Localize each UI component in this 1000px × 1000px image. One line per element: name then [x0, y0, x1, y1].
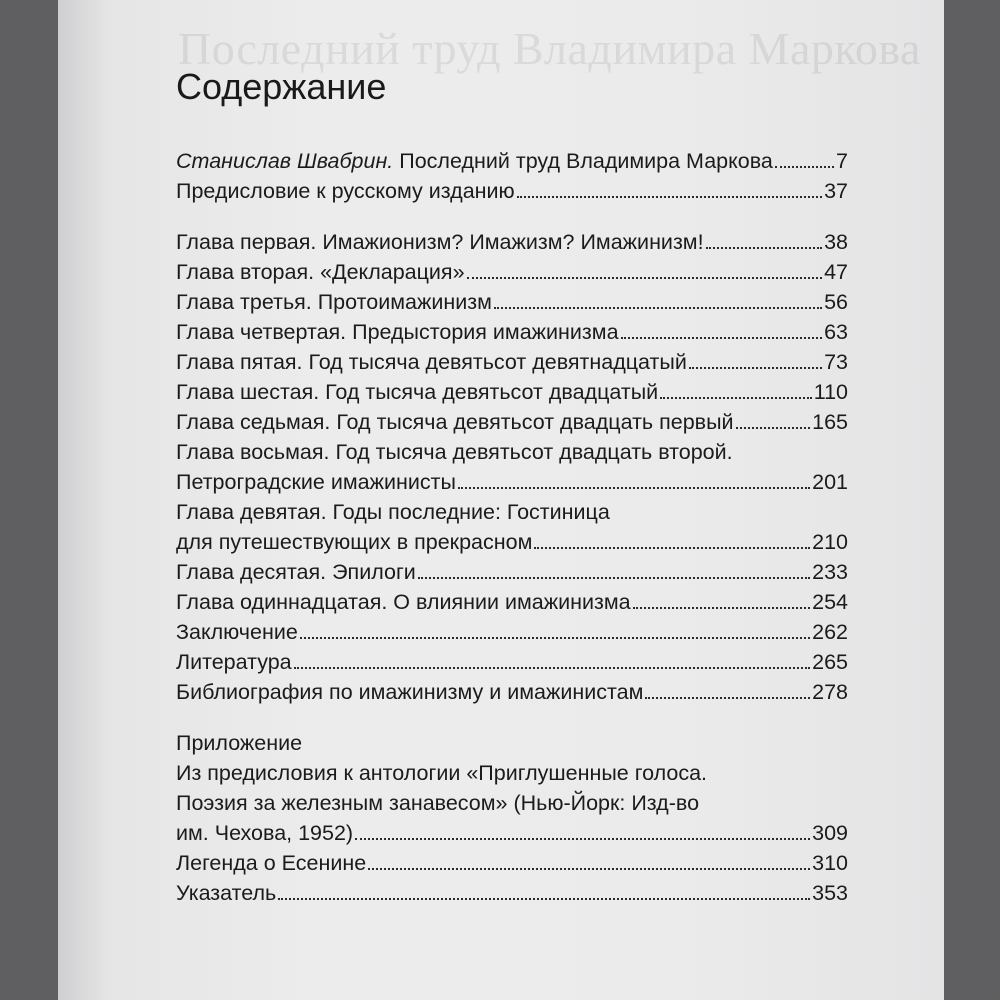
toc-entry-title: Петроградские имажинисты — [176, 470, 456, 494]
toc-entry-page: 278 — [812, 680, 848, 704]
toc-entry-title: Станислав Швабрин. Последний труд Владимира Маркова — [176, 149, 773, 173]
toc-leader-dots — [467, 277, 823, 279]
toc-entry-title: Предисловие к русскому изданию — [176, 179, 515, 203]
toc-entry-title: Глава первая. Имажионизм? Имажизм? Имажинизм! — [176, 230, 704, 254]
toc-entry-title: Глава одиннадцатая. О влиянии имажинизма — [176, 590, 631, 614]
toc-entry — [176, 758, 848, 788]
toc-leader-dots — [294, 667, 810, 669]
bleed-through-header: Последний труд Владимира Маркова — [178, 23, 921, 74]
toc-entry-title: для путешествующих в прекрасном — [176, 530, 533, 554]
toc-entry-title: Поэзия за железным занавесом» (Нью-Йорк: Изд-во — [176, 791, 700, 815]
toc-entry — [176, 146, 848, 176]
toc-entry-title: Глава четвертая. Предыстория имажинизма — [176, 320, 619, 344]
toc-leader-dots — [418, 577, 810, 579]
toc-entry-title: Указатель — [176, 881, 277, 905]
toc-entry-page: 37 — [824, 179, 848, 203]
toc-entry — [176, 407, 848, 437]
toc-entry — [176, 437, 848, 467]
toc-leader-dots — [534, 547, 810, 549]
toc-leader-dots — [660, 397, 812, 399]
toc-entry-page: 254 — [812, 590, 848, 614]
toc-entry-page: 353 — [812, 881, 848, 905]
toc-leader-dots — [300, 637, 810, 639]
page-title: Содержание — [176, 66, 387, 107]
toc-entry — [176, 257, 848, 287]
toc-entry-title: Глава седьмая. Год тысяча девятьсот двадцать первый — [176, 410, 734, 434]
toc-entry-title: Приложение — [176, 731, 303, 755]
toc-entry-title: Глава восьмая. Год тысяча девятьсот двадцать второй. — [176, 440, 733, 464]
toc-entry-page: 47 — [824, 260, 848, 284]
toc-entry — [176, 287, 848, 317]
book-page — [58, 0, 944, 1000]
toc-entry-title: Глава десятая. Эпилоги — [176, 560, 416, 584]
toc-leader-dots — [517, 196, 822, 198]
toc-entry-author: Станислав Швабрин. — [176, 149, 394, 173]
toc-leader-dots — [706, 247, 823, 249]
toc-leader-dots — [355, 838, 810, 840]
table-of-contents — [176, 146, 848, 908]
toc-leader-dots — [645, 697, 810, 699]
toc-entry — [176, 497, 848, 527]
toc-entry-title: Заключение — [176, 620, 298, 644]
toc-entry — [176, 317, 848, 347]
toc-entry — [176, 527, 848, 557]
toc-entry — [176, 728, 848, 758]
toc-entry-page: 7 — [836, 149, 848, 173]
toc-entry — [176, 347, 848, 377]
toc-leader-dots — [633, 607, 811, 609]
toc-entry — [176, 557, 848, 587]
toc-entry — [176, 617, 848, 647]
toc-entry — [176, 227, 848, 257]
toc-entry — [176, 377, 848, 407]
toc-entry-page: 63 — [824, 320, 848, 344]
toc-leader-dots — [278, 898, 810, 900]
toc-entry — [176, 647, 848, 677]
toc-entry-title: Легенда о Есенине — [176, 851, 367, 875]
toc-entry — [176, 818, 848, 848]
toc-entry-page: 110 — [813, 380, 848, 404]
toc-entry — [176, 677, 848, 707]
toc-entry-title: Литература — [176, 650, 292, 674]
toc-entry-page: 233 — [812, 560, 848, 584]
toc-entry-page: 201 — [812, 470, 848, 494]
toc-entry-page: 73 — [824, 350, 848, 374]
toc-entry-title: Из предисловия к антологии «Приглушенные голоса. — [176, 761, 708, 785]
toc-leader-dots — [621, 337, 823, 339]
toc-entry-page: 165 — [812, 410, 848, 434]
toc-entry-page: 310 — [812, 851, 848, 875]
toc-entry-page: 262 — [812, 620, 848, 644]
toc-entry — [176, 587, 848, 617]
toc-entry — [176, 176, 848, 206]
toc-entry-title: Глава шестая. Год тысяча девятьсот двадцатый — [176, 380, 659, 404]
toc-entry-page: 56 — [824, 290, 848, 314]
toc-entry-title: Глава вторая. «Декларация» — [176, 260, 465, 284]
toc-leader-dots — [736, 427, 811, 429]
toc-leader-dots — [775, 166, 834, 168]
toc-entry-page: 309 — [812, 821, 848, 845]
toc-entry-title: Библиография по имажинизму и имажинистам — [176, 680, 644, 704]
toc-entry-title: Глава третья. Протоимажинизм — [176, 290, 492, 314]
toc-entry-title: Глава девятая. Годы последние: Гостиница — [176, 500, 610, 524]
toc-entry-page: 265 — [812, 650, 848, 674]
toc-entry-page: 38 — [824, 230, 848, 254]
toc-entry — [176, 467, 848, 497]
toc-leader-dots — [368, 868, 810, 870]
toc-leader-dots — [458, 487, 810, 489]
toc-entry — [176, 788, 848, 818]
toc-leader-dots — [494, 307, 822, 309]
toc-entry-title: им. Чехова, 1952) — [176, 821, 354, 845]
toc-entry-page: 210 — [812, 530, 848, 554]
toc-entry — [176, 848, 848, 878]
toc-entry-title: Глава пятая. Год тысяча девятьсот девятнадцатый — [176, 350, 687, 374]
toc-entry — [176, 878, 848, 908]
toc-leader-dots — [689, 367, 822, 369]
